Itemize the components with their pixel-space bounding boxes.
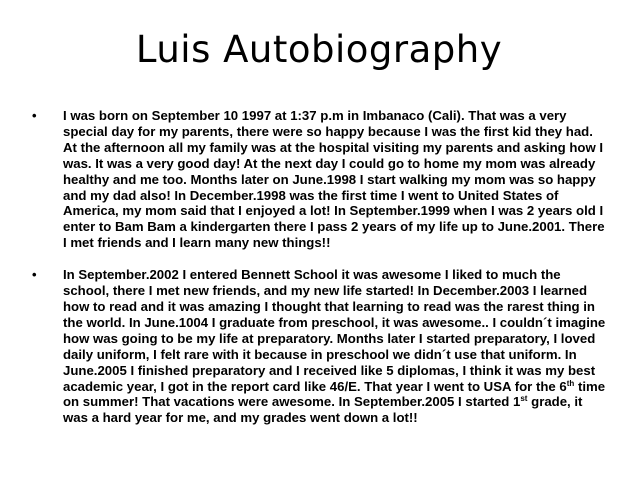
bullet-text-part-1: In September.2002 I entered Bennett School it was awesome I liked to much the school, there I met new friends, and my new life started! In December.2003 I learned how to read and it was amazing I thought that learning to read was the rarest thing in the world. In June.1004 I graduate from preschool, it was awesome.. I couldn´t imagine how was going to be my life at preparatory. Months later I started preparatory, I loved daily uniform, I felt rare with it because in preschool we didn´t use that uniform. In June.2005 I finished preparatory and I received like 5 diplomas, I think it was my best academic year, I got in the report card like 46/E. That year I went to USA for the 6 <box>63 267 606 394</box>
ordinal-suffix-th: th <box>566 378 575 388</box>
bullet-text-part-3: grade, it was a hard year for me, and my grades went down a lot!! <box>63 394 583 426</box>
bullet-icon: • <box>32 108 37 123</box>
slide-title: Luis Autobiography <box>135 28 503 71</box>
bullet-item-birth <box>30 108 606 251</box>
bullet-item-school <box>30 267 606 426</box>
bullet-icon: • <box>32 267 37 283</box>
bullet-list <box>30 108 606 426</box>
ordinal-suffix-st: st <box>520 394 528 404</box>
bullet-text: I was born on September 10 1997 at 1:37 p.m in Imbanaco (Cali). That was a very special day for my parents, there were so happy because I was the first kid they had. At the afternoon all my family was at the hospital visiting my parents and asking how I was. It was a very good day! At the next day I could go to home my mom was already healthy and me too. Months later on June.1998 I start walking my mom was so happy and my dad also! In December.1998 was the first time I went to United States of America, my mom said that I enjoyed a lot! In September.1999 when I was 2 years old I enter to Bam Bam a kindergarten there I pass 2 years of my life up to June.2001. There I met friends and I learn many new things!! <box>63 108 605 251</box>
bullet-text-part-2: time on summer! That vacations were awesome. In September.2005 I started 1 <box>63 378 606 410</box>
